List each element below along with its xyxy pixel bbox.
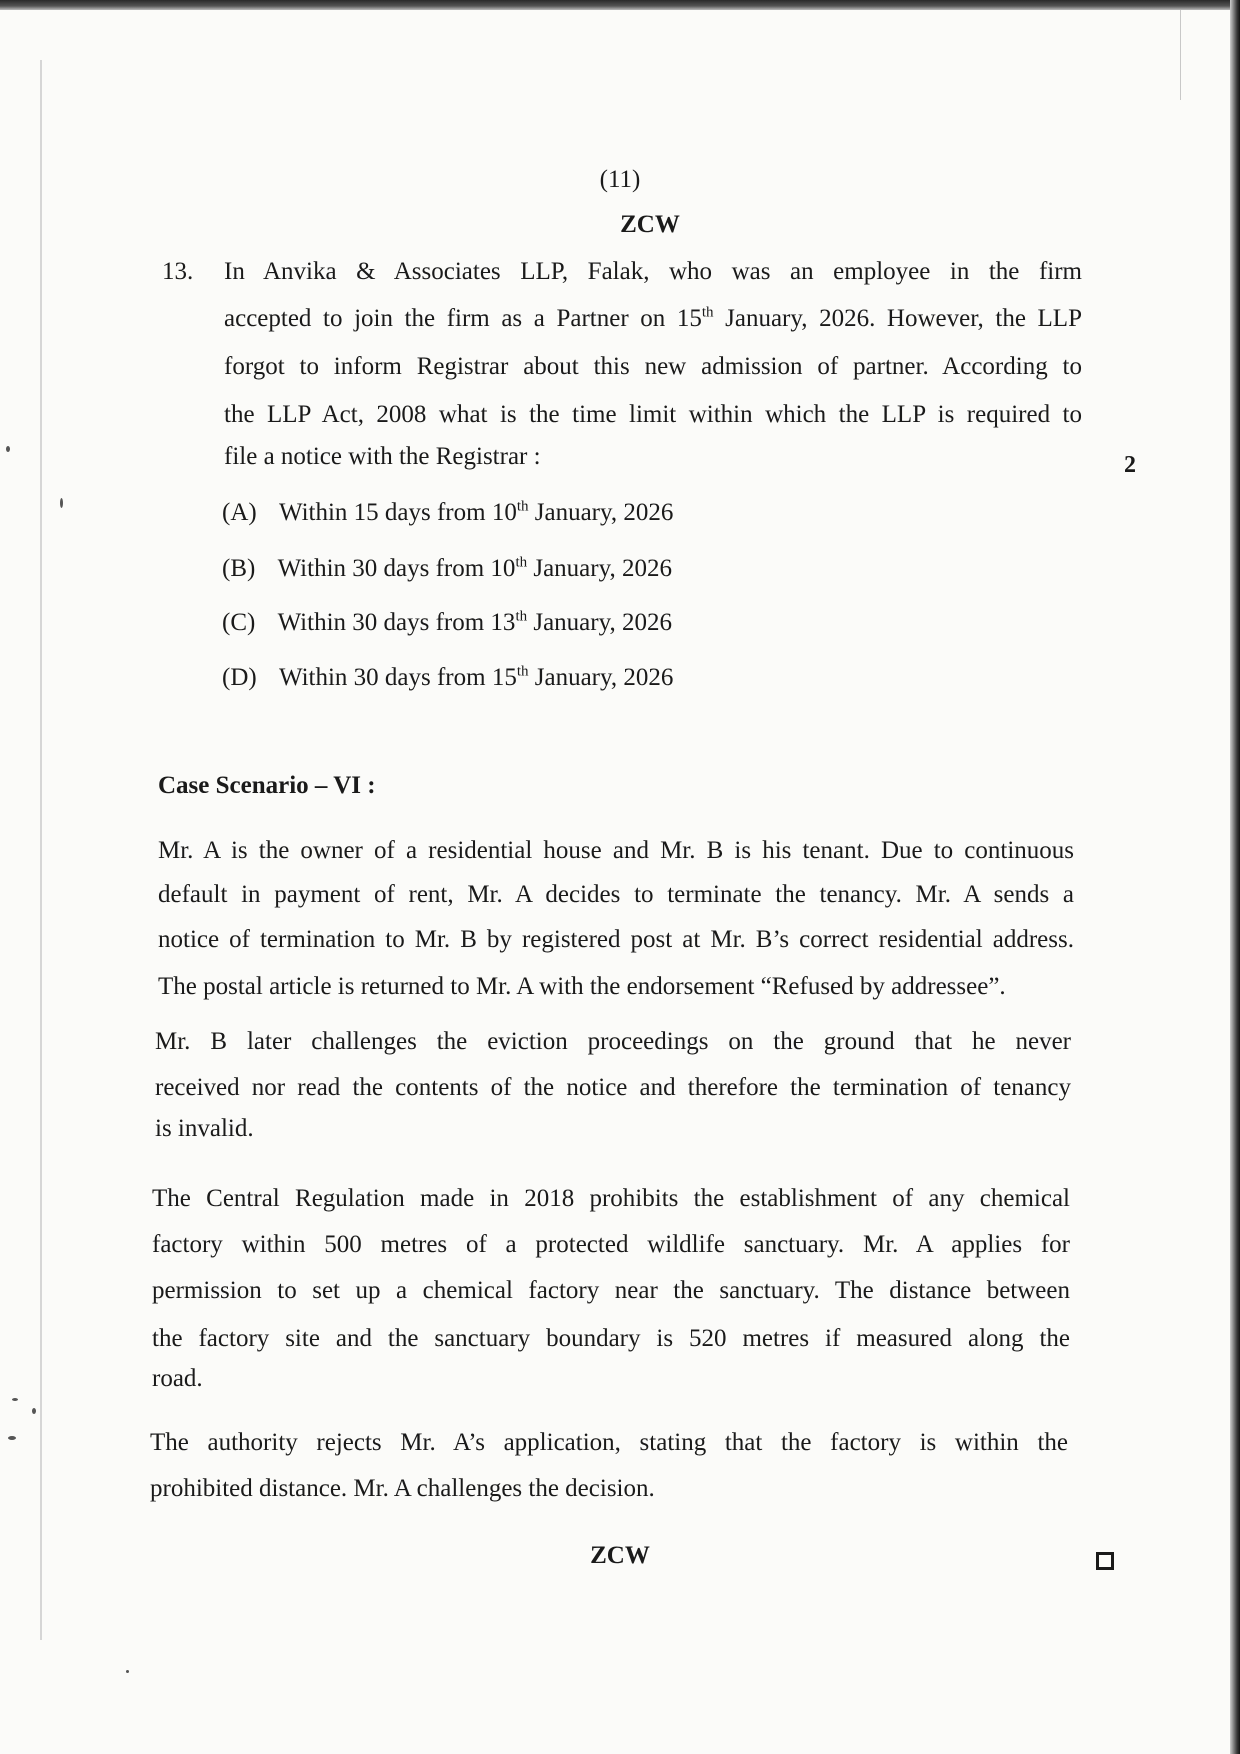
case-para4-line-2: prohibited distance. Mr. A challenges the decision. — [150, 1475, 655, 1502]
case-para2-line-1: Mr. B later challenges the eviction proceedings on the ground that he never — [155, 1028, 1071, 1055]
case-para2-line-3: is invalid. — [155, 1115, 254, 1142]
option-text: Within 30 days from 15th January, 2026 — [278, 663, 674, 691]
scan-edge-top — [0, 0, 1240, 10]
question-line-5: file a notice with the Registrar : — [224, 443, 541, 470]
option-d — [222, 663, 673, 693]
case-para1-line-2: default in payment of rent, Mr. A decides to terminate the tenancy. Mr. A sends a — [158, 881, 1074, 908]
scan-edge-right — [1230, 0, 1240, 1754]
case-para3-line-2: factory within 500 metres of a protected wildlife sanctuary. Mr. A applies for — [152, 1231, 1070, 1258]
case-para3-line-3: permission to set up a chemical factory near the sanctuary. The distance between — [152, 1277, 1070, 1304]
option-text: Within 30 days from 13th January, 2026 — [277, 608, 672, 636]
case-para4-line-1: The authority rejects Mr. A’s application, stating that the factory is within the — [150, 1429, 1068, 1456]
paper-code-footer: ZCW — [590, 1542, 650, 1569]
scan-speck — [8, 1436, 16, 1440]
case-para1-line-1: Mr. A is the owner of a residential house and Mr. B is his tenant. Due to continuous — [158, 837, 1074, 864]
option-label: (C) — [222, 609, 256, 636]
case-para2-line-2: received nor read the contents of the notice and therefore the termination of tenancy — [155, 1074, 1071, 1101]
page-number: (11) — [599, 166, 641, 193]
option-a — [222, 498, 673, 528]
option-text: Within 15 days from 10th January, 2026 — [278, 498, 674, 526]
case-para1-line-4: The postal article is returned to Mr. A with the endorsement “Refused by addressee”. — [158, 973, 1006, 1000]
option-text: Within 30 days from 10th January, 2026 — [277, 554, 672, 582]
scan-speck — [60, 498, 63, 508]
scan-speck — [32, 1408, 36, 1414]
scan-speck — [6, 446, 10, 452]
option-label: (A) — [222, 499, 257, 526]
case-para3-line-4: the factory site and the sanctuary boundary is 520 metres if measured along the — [152, 1325, 1070, 1352]
question-number: 13. — [162, 258, 194, 285]
question-line-2: accepted to join the firm as a Partner on 15th January, 2026. However, the LLP — [224, 304, 1082, 332]
question-line-3: forgot to inform Registrar about this new admission of partner. According to — [224, 353, 1082, 380]
case-heading: Case Scenario – VI : — [158, 772, 376, 799]
question-line-4: the LLP Act, 2008 what is the time limit within which the LLP is required to — [224, 401, 1082, 428]
scan-fold-line — [1180, 10, 1181, 100]
scan-speck — [126, 1670, 129, 1673]
case-para3-line-5: road. — [152, 1365, 203, 1392]
case-para3-line-1: The Central Regulation made in 2018 prohibits the establishment of any chemical — [152, 1185, 1070, 1212]
case-para1-line-3: notice of termination to Mr. B by registered post at Mr. B’s correct residential address. — [158, 926, 1074, 953]
square-icon — [1096, 1552, 1114, 1570]
question-line-1: In Anvika & Associates LLP, Falak, who was an employee in the firm — [224, 258, 1082, 285]
option-label: (D) — [222, 664, 257, 691]
scan-edge-left — [40, 60, 42, 1640]
paper-code-header: ZCW — [620, 211, 680, 238]
option-c — [222, 608, 672, 638]
marks: 2 — [1124, 452, 1136, 478]
option-b — [222, 554, 672, 584]
option-label: (B) — [222, 555, 256, 582]
scan-speck — [12, 1398, 18, 1401]
